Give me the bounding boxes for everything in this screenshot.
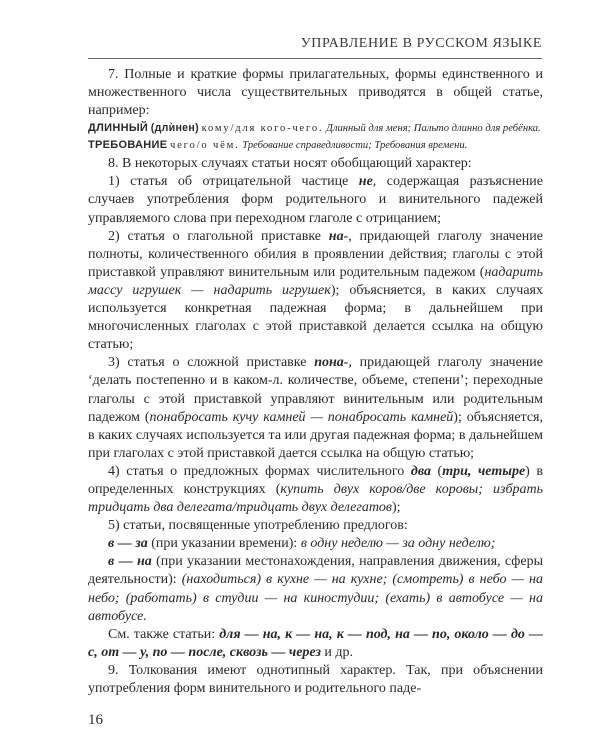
list-item-2 <box>88 228 543 355</box>
item-example: в одну неделю — за одну неделю; <box>300 536 496 552</box>
usage-examples: Длинный для меня; Пальто длинно для ребёнка. <box>326 123 541 135</box>
paragraph-9: 9. Толкования имеют однотипный характер. Так, при объяснении употребления форм винительного и родительного паде- <box>88 662 543 696</box>
item-example: понабросать кучу камней — понабросать камней <box>149 409 454 425</box>
short-form: (длѝнен) <box>150 122 199 135</box>
list-item-5: 5) статьи, посвященные употреблению предлогов: <box>108 518 408 534</box>
preposition-v-na <box>88 553 543 625</box>
list-item-3 <box>88 354 543 463</box>
item-term: на- <box>328 228 349 244</box>
page-number: 16 <box>88 712 103 728</box>
preposition-pair: в — на <box>108 554 152 570</box>
item-term: два <box>410 463 431 479</box>
example-dlinny <box>88 121 543 136</box>
preposition-pair: в — за <box>108 536 148 552</box>
government-pattern: кому/для кого-чего. <box>201 123 324 135</box>
body-text <box>88 66 543 698</box>
item-text: ) в определенных конструкциях ( <box>88 463 543 497</box>
usage-examples: Требование справедливости; Требования времени. <box>242 140 468 152</box>
government-pattern: чего/о чём. <box>170 140 240 152</box>
headword-dlinny: ДЛИННЫЙ <box>88 122 149 135</box>
preposition-v-za <box>88 535 543 553</box>
list-item-4 <box>88 463 543 517</box>
item-text: 1) статья об отрицательной частице <box>108 174 359 190</box>
see-also <box>88 626 543 662</box>
item-text: , содержащая разъяснение случаев употребления форм родительного и винительного падежей управляемого слова при переходном глаголе с отрицанием; <box>88 174 543 226</box>
item-text: 3) статья о сложной приставке <box>108 355 315 371</box>
item-text: ); объясняется, в каких случаях используется та или другая падежная форма; в дальнейшем при глаголах с этой приставкой дается ссылка на общую статью; <box>88 409 543 461</box>
item-text: , придающей глаголу значение ‘делать постепенно и в каком-л. количестве, объеме, степени’; переходные глаголы с этой приставкой управляют винительным или родительным падежом ( <box>88 355 543 425</box>
item-example: надарить массу игрушек — надарить игрушек <box>88 264 543 298</box>
item-term: не <box>358 174 373 190</box>
item-example: купить двух коров/две коровы; избрать тридцать два делегата/тридцать двух делегатов <box>88 481 543 516</box>
item-text: ); объясняется, в каких случаях используется конкретная падежная форма; в дальнейшем при многочисленных глаголах с этой приставкой делается ссылка на общую статью; <box>88 282 543 353</box>
item-text: (при указании времени): <box>147 536 301 552</box>
item-example: (находиться) в кухне — на кухне; (смотреть) в небо — на небо; (работать) в студии — на киностудии; (ехать) в автобусе — на автобусе. <box>88 572 543 624</box>
example-trebovanie <box>88 138 543 153</box>
paragraph-8-intro: 8. В некоторых случаях статьи носят обобщающий характер: <box>108 156 472 172</box>
see-also-label: См. также статьи: <box>108 626 220 642</box>
item-text: 2) статья о глагольной приставке <box>108 228 329 244</box>
list-item-1 <box>88 173 543 227</box>
see-also-list: для — на, к — на, к — под, на — по, около — до — с, от — у, по — после, сквозь — через <box>88 626 543 660</box>
paragraph-7: 7. Полные и краткие формы прилагательных, формы единственного и множественного числа существительных приводятся в общей статье, например: <box>88 67 543 119</box>
item-text: , придающей глаголу значение полноты, количественного обилия в проявлении действия; глаголы с этой приставкой управляют винительным или родительным падежом ( <box>88 228 543 280</box>
item-term: пона- <box>314 355 349 371</box>
item-text: и др. <box>320 644 354 660</box>
item-text: ( <box>430 463 443 479</box>
item-text: (при указании местонахождения, направления движения, сферы деятельности): <box>88 554 543 588</box>
item-term: три, четыре <box>442 463 526 479</box>
item-text: 4) статья о предложных формах числительного <box>108 463 411 479</box>
header-rule <box>88 58 542 59</box>
item-text: ); <box>392 500 401 516</box>
running-head: УПРАВЛЕНИЕ В РУССКОМ ЯЗЫКЕ <box>300 36 542 51</box>
headword-trebovanie: ТРЕБОВАНИЕ <box>88 139 168 152</box>
